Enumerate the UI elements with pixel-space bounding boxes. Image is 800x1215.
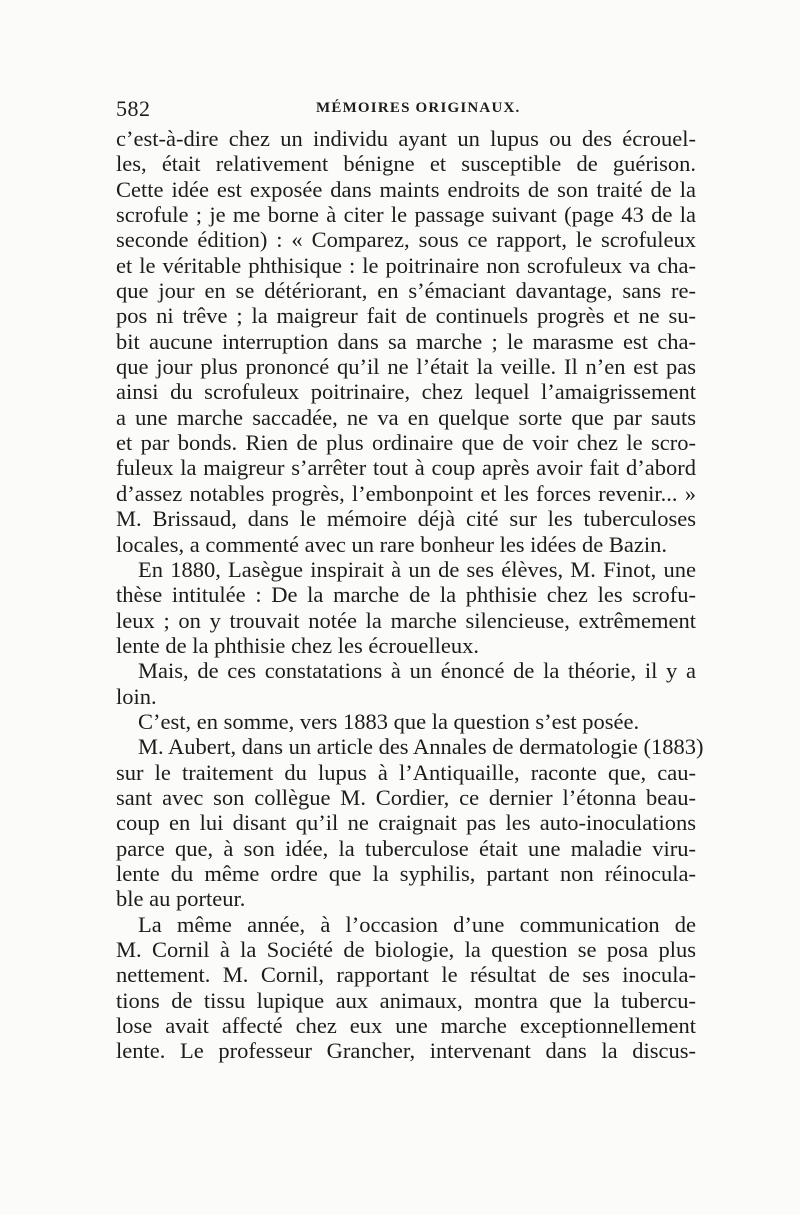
text-line: bit aucune interruption dans sa marche ; le marasme est cha-: [116, 328, 696, 354]
page-number: 582: [116, 96, 151, 121]
text-line: ainsi du scrofuleux poitrinaire, chez lequel l’amaigrissement: [116, 379, 696, 405]
text-line: M. Aubert, dans un article des Annales de dermatologie (1883): [138, 734, 704, 760]
text-line: La même année, à l’occasion d’une communication de: [138, 911, 696, 937]
text-line: les, était relativement bénigne et susceptible de guérison.: [116, 151, 696, 177]
text-line: coup en lui disant qu’il ne craignait pas les auto-inoculations: [116, 810, 696, 836]
text-line: fuleux la maigreur s’arrêter tout à coup après avoir fait d’abord: [116, 455, 696, 481]
text-line: scrofule ; je me borne à citer le passage suivant (page 43 de la: [116, 202, 696, 228]
text-line: sur le traitement du lupus à l’Antiquaille, raconte que, cau-: [116, 759, 696, 785]
text-line: C’est, en somme, vers 1883 que la question s’est posée.: [138, 708, 640, 734]
text-line: lente du même ordre que la syphilis, partant non réinocula-: [116, 860, 696, 886]
text-line: que jour en se détériorant, en s’émaciant davantage, sans re-: [116, 278, 696, 304]
text-line: M. Brissaud, dans le mémoire déjà cité sur les tuberculoses: [116, 506, 696, 532]
page-header: [116, 96, 696, 126]
text-line: Cette idée est exposée dans maints endroits de son traité de la: [116, 176, 696, 202]
text-line: locales, a commenté avec un rare bonheur les idées de Bazin.: [116, 531, 668, 557]
text-line: a une marche saccadée, ne va en quelque sorte que par sauts: [116, 404, 696, 430]
text-line: leux ; on y trouvait notée la marche silencieuse, extrêmement: [116, 607, 696, 633]
text-line: seconde édition) : « Comparez, sous ce rapport, le scrofuleux: [116, 227, 696, 253]
text-line: lente. Le professeur Grancher, intervenant dans la discus-: [116, 1038, 696, 1064]
text-line: tions de tissu lupique aux animaux, montra que la tubercu-: [116, 987, 696, 1013]
text-line: Mais, de ces constatations à un énoncé de la théorie, il y a: [138, 658, 696, 684]
text-line: que jour plus prononcé qu’il ne l’était la veille. Il n’en est pas: [116, 354, 696, 380]
text-line: parce que, à son idée, la tuberculose était une maladie viru-: [116, 835, 696, 861]
text-line: En 1880, Lasègue inspirait à un de ses élèves, M. Finot, une: [138, 556, 696, 582]
text-line: d’assez notables progrès, l’embonpoint et les forces revenir... »: [116, 480, 696, 506]
text-line: et par bonds. Rien de plus ordinaire que de voir chez le scro-: [116, 430, 696, 456]
text-line: pos ni trêve ; la maigreur fait de continuels progrès et ne su-: [116, 303, 696, 329]
text-line: c’est-à-dire chez un individu ayant un lupus ou des écrouel-: [116, 126, 696, 151]
text-line: thèse intitulée : De la marche de la phthisie chez les scrofu-: [116, 582, 696, 608]
text-line: loin.: [116, 683, 157, 709]
text-line: lose avait affecté chez eux une marche exceptionnellement: [116, 1013, 696, 1039]
text-line: M. Cornil à la Société de biologie, la question se posa plus: [116, 937, 696, 962]
text-line: et le véritable phthisique : le poitrinaire non scrofuleux va cha-: [116, 252, 696, 278]
text-line: sant avec son collègue M. Cordier, ce dernier l’étonna beau-: [116, 784, 696, 810]
text-line: lente de la phthisie chez les écrouelleux.: [116, 632, 479, 658]
body-text: [116, 126, 704, 1064]
text-line: ble au porteur.: [116, 886, 246, 912]
running-title: MÉMOIRES ORIGINAUX.: [316, 100, 521, 116]
text-line: nettement. M. Cornil, rapportant le résultat de ses inocula-: [116, 962, 696, 988]
